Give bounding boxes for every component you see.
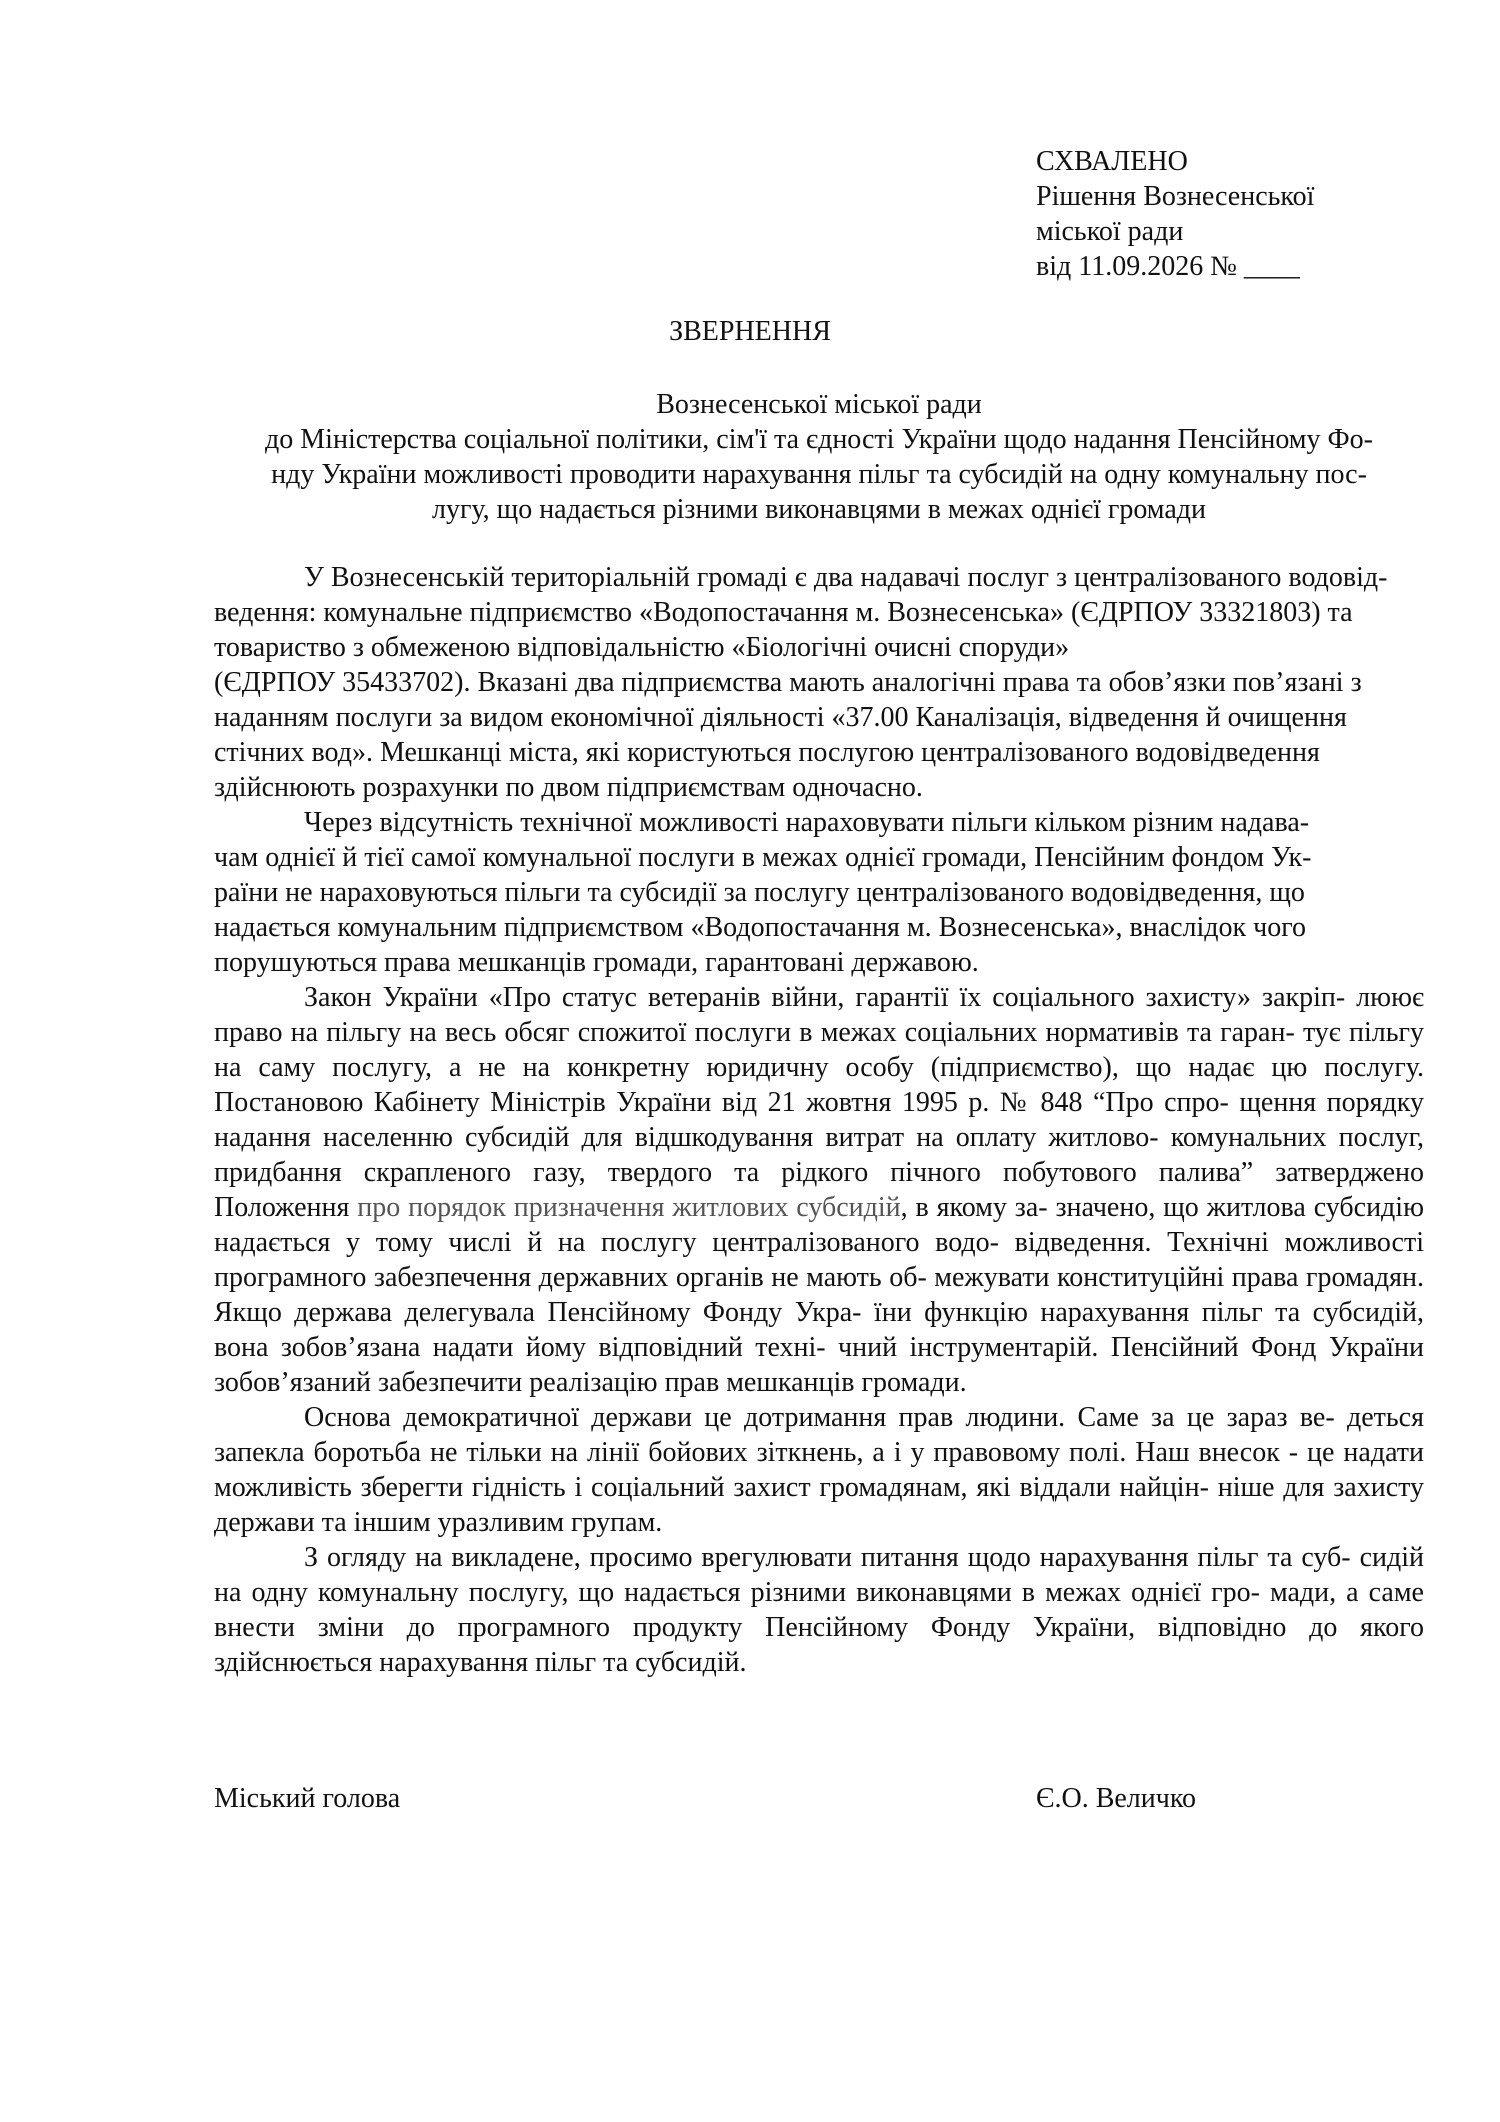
regulation-link[interactable]: про порядок призначення житлових субсидій [357, 1192, 901, 1223]
paragraph-1 [214, 560, 1424, 805]
paragraph-line: здійснюють розрахунки по двом підприємствам одночасно. [214, 772, 923, 803]
paragraph-5: З огляду на викладене, просимо врегулювати питання щодо нарахування пільг та суб- сидій на одну комунальну послугу, що надається різними виконавцями в межах однієї гро- мади, а саме внести зміни до програмного продукту Пенсійному Фонду України, відповідно до якого здійснюється нарахування пільг та субсидій. [214, 1542, 1424, 1678]
paragraph-line: товариство з обмеженою відповідальністю «Біологічні очисні споруди» [214, 632, 1070, 663]
paragraph-line: ведення: комунальне підприємство «Водопостачання м. Вознесенська» (ЄДРПОУ 33321803) та [214, 597, 1353, 628]
paragraph-line: порушуються права мешканців громади, гарантовані державою. [214, 947, 979, 978]
approval-date: від 11.09.2026 № ____ [1036, 251, 1300, 282]
paragraph-4: Основа демократичної держави це дотримання прав людини. Саме за це зараз ве- деться запекла боротьба не тільки на лінії бойових зіткнень, а і у правовому полі. Наш внесок - це надати можливість зберегти гідність і соціальний захист громадянам, які віддали найцін- ніше для захисту держави та іншим уразливим групам. [214, 1402, 1424, 1538]
paragraph-line: раїни не нараховуються пільги та субсидії за послугу централізованого водовідведення, що [214, 877, 1305, 908]
approval-decision: Рішення Вознесенської [1036, 181, 1315, 212]
paragraph-3-text-cont: , в якому за- значено, що житлова субсидію надається у тому числі й на послугу централізованого водо- відведення. Технічні можливості програмного забезпечення державних органів не мають об- межувати конституційні права громадян. Якщо держава делегувала Пенсійному Фонду Укра- їни функцію нарахування пільг та субсидій, вона зобов’язана надати йому відповідний техні- чний інструментарій. Пенсійний Фонд України зобов’язаний забезпечити реалізацію прав мешканців громади. [214, 1192, 1424, 1398]
paragraph-line: Через відсутність технічної можливості нараховувати пільги кільком різним надава- [304, 807, 1310, 838]
paragraph-line: чам однієї й тієї самої комунальної послуги в межах однієї громади, Пенсійним фондом Ук- [214, 842, 1312, 873]
subtitle-line: до Міністерства соціальної політики, сім'ї та єдності України щодо надання Пенсійному Фо- [265, 424, 1373, 455]
paragraph-3-text: Закон України «Про статус ветеранів війни, гарантії їх соціального захисту» закріп- люює право на пільгу на весь обсяг спожитої послуги в межах соціальних нормативів та гаран- тує пільгу на саму послугу, а не на конкретну юридичну особу (підприємство), що надає цю послугу. Постановою Кабінету Міністрів України від 21 жовтня 1995 р. № 848 “Про спро- щення порядку надання населенню субсидій для відшкодування витрат на оплату житлово- комунальних послуг, придбання скрапленого газу, твердого та рідкого пічного побутового палива” затверджено Положення [214, 982, 1424, 1223]
approval-stamp [1036, 144, 1436, 284]
paragraph-3 [214, 980, 1424, 1400]
subtitle-line: нду України можливості проводити нарахування пільг та субсидій на одну комунальну пос- [271, 459, 1367, 490]
subtitle-line: Вознесенської міської ради [656, 389, 982, 420]
signatory-position: Міський голова [214, 1783, 401, 1814]
document-body [214, 560, 1424, 1680]
approval-status: СХВАЛЕНО [1036, 146, 1188, 177]
paragraph-line: надається комунальним підприємством «Водопостачання м. Вознесенська», внаслідок чого [214, 912, 1307, 943]
paragraph-2 [214, 805, 1424, 980]
approval-council: міської ради [1036, 216, 1184, 247]
paragraph-line: У Вознесенській територіальній громаді є два надавачі послуг з централізованого водовід- [304, 562, 1388, 593]
signatory-name: Є.О. Величко [1036, 1783, 1197, 1814]
paragraph-line: наданням послуги за видом економічної діяльності «37.00 Каналізація, відведення й очищення [214, 702, 1347, 733]
document-title: ЗВЕРНЕННЯ [669, 316, 831, 347]
paragraph-line: стічних вод». Мешканці міста, які користуються послугою централізованого водовідведення [214, 737, 1320, 768]
paragraph-line: (ЄДРПОУ 35433702). Вказані два підприємства мають аналогічні права та обов’язки пов’язані з [214, 667, 1362, 698]
subtitle-line: лугу, що надається різними виконавцями в межах однієї громади [431, 494, 1206, 525]
document-subtitle [214, 387, 1424, 527]
